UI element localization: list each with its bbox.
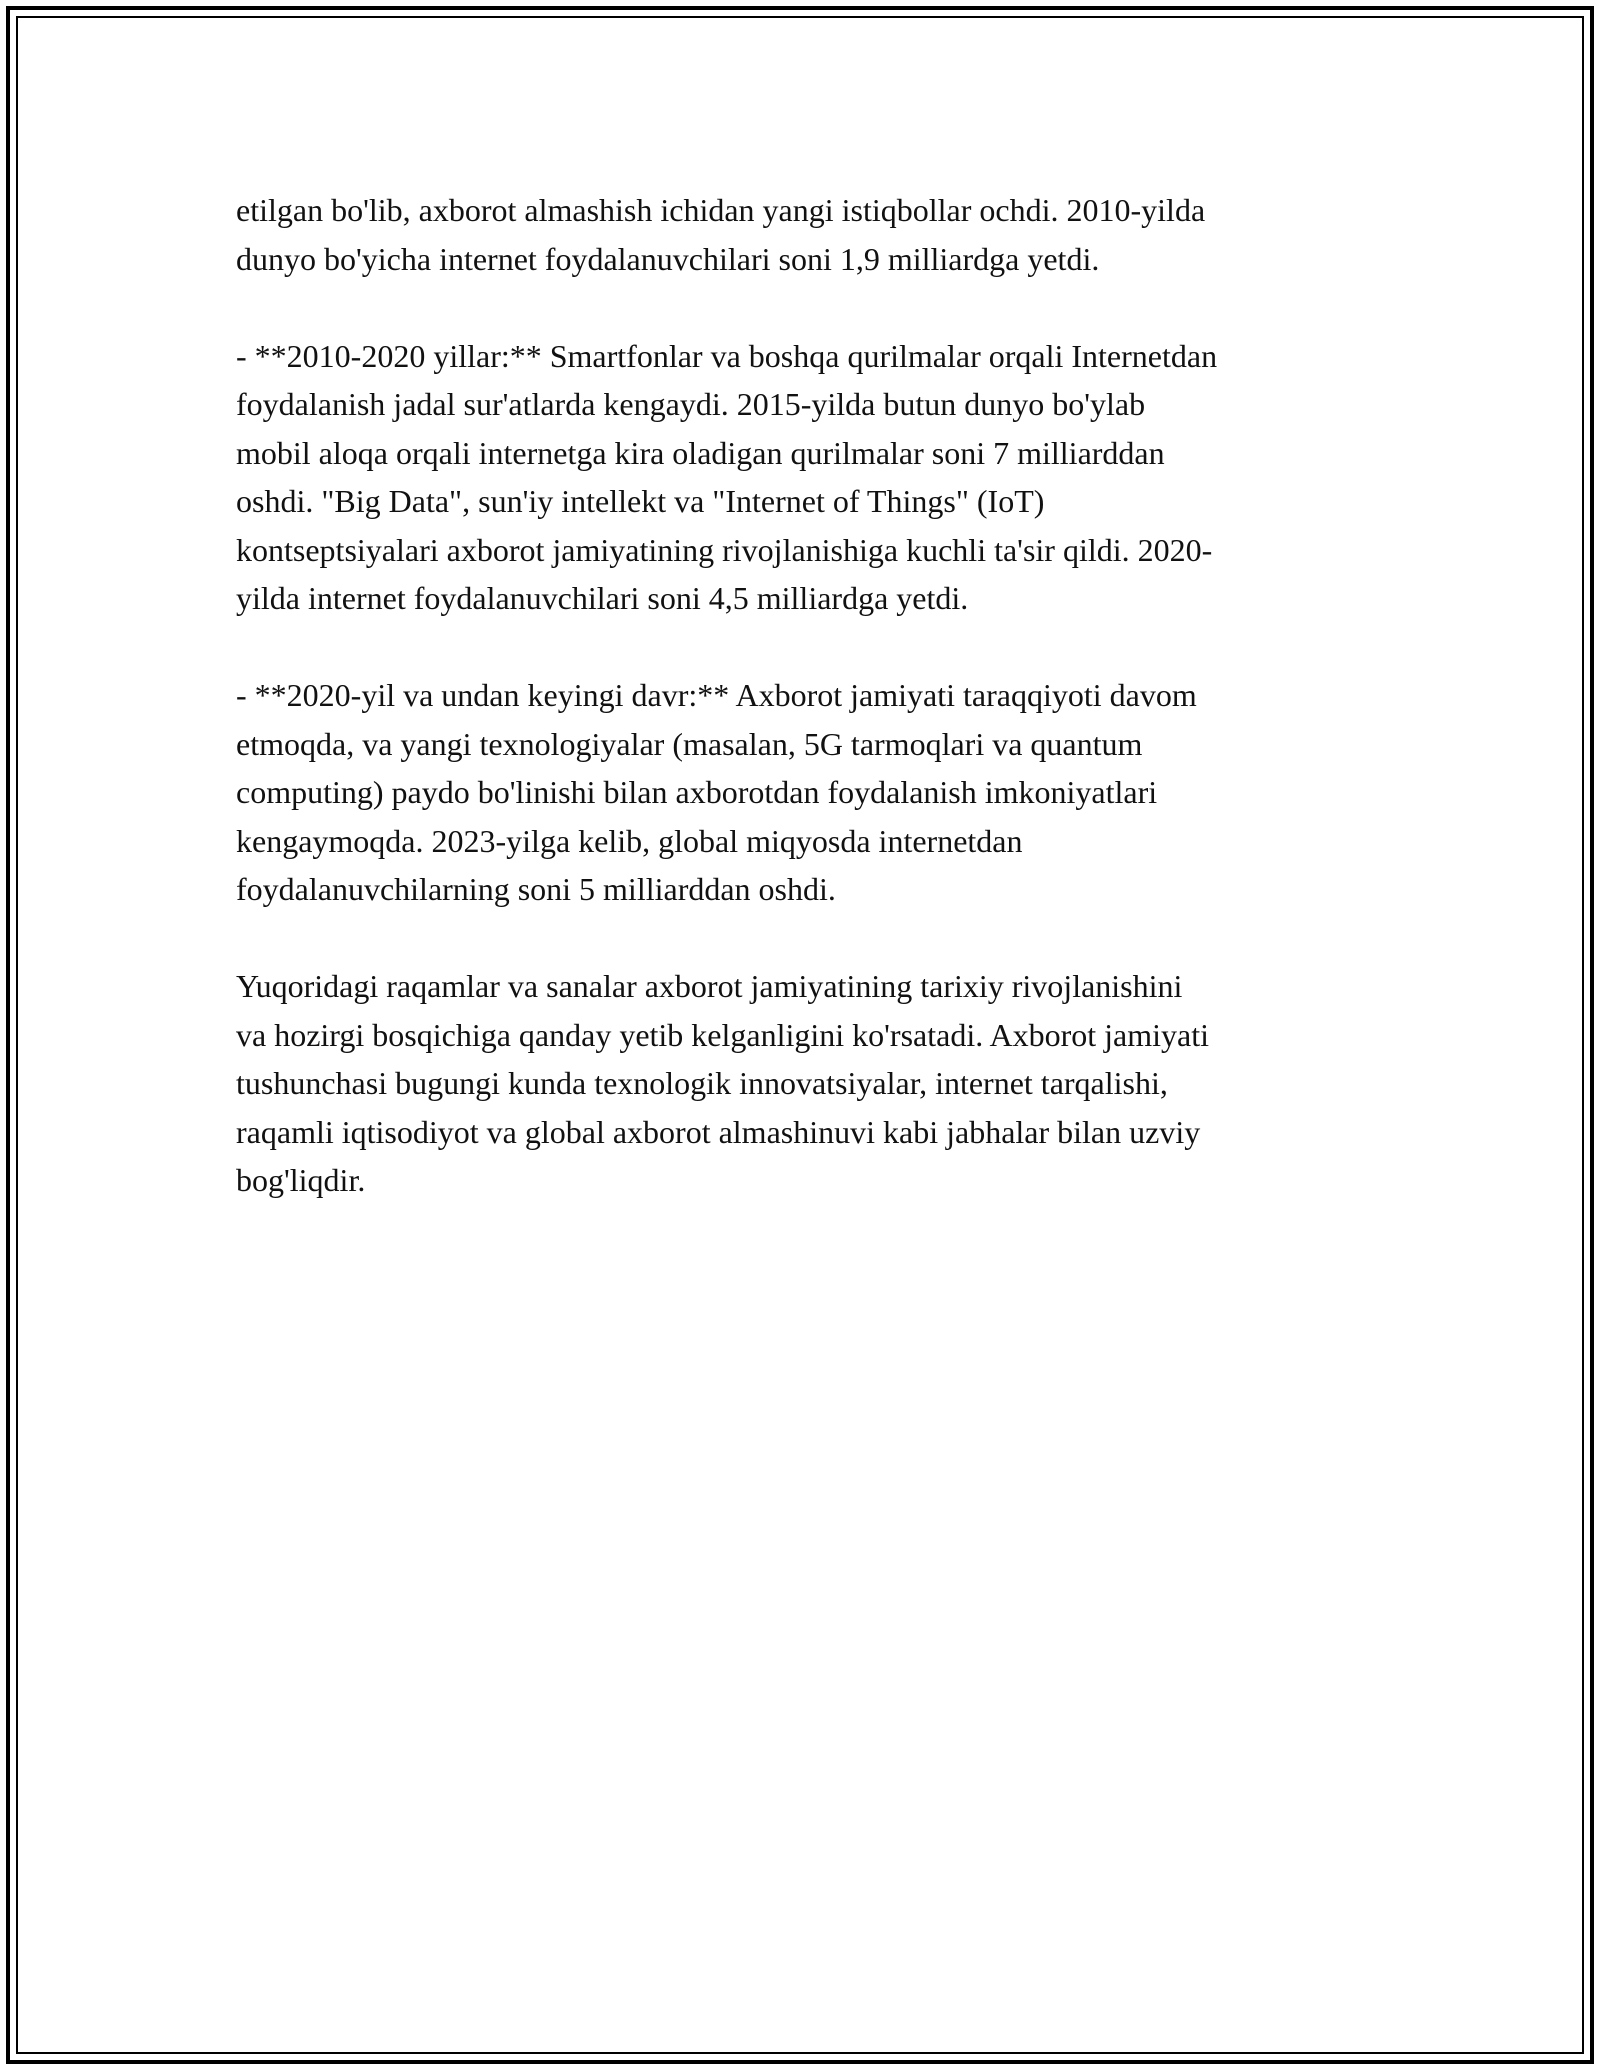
paragraph-2010-2020: - **2010-2020 yillar:** Smartfonlar va boshqa qurilmalar orqali Internetdan foydalanish jadal sur'atlarda kengaydi. 2015-yilda butun dunyo bo'ylab mobil aloqa orqali internetga kira oladigan qurilmalar soni 7 milliarddan oshdi. "Big Data", sun'iy intellekt va "Internet of Things" (IoT) kontseptsiyalari axborot jamiyatining rivojlanishiga kuchli ta'sir qildi. 2020- yilda internet foydalanuvchilari soni 4,5 milliardga yetdi.	[236, 337, 1218, 616]
paragraph-2020-onward: - **2020-yil va undan keyingi davr:** Axborot jamiyati taraqqiyoti davom etmoqda, va yangi texnologiyalar (masalan, 5G tarmoqlari va quantum computing) paydo bo'linishi bilan axborotdan foydalanish imkoniyatlari kengaymoqda. 2023-yilga kelib, global miqyosda internetdan foydalanuvchilarning soni 5 milliarddan oshdi.	[236, 677, 1197, 907]
document-body	[236, 186, 1376, 1253]
paragraph-continuation: etilgan bo'lib, axborot almashish ichidan yangi istiqbollar ochdi. 2010-yilda dunyo bo'yicha internet foydalanuvchilari soni 1,9 milliardga yetdi.	[236, 192, 1206, 277]
paragraph-conclusion: Yuqoridagi raqamlar va sanalar axborot jamiyatining tarixiy rivojlanishini va hozirgi bosqichiga qanday yetib kelganligini ko'rsatadi. Axborot jamiyati tushunchasi bugungi kunda texnologik innovatsiyalar, internet tarqalishi, raqamli iqtisodiyot va global axborot almashinuvi kabi jabhalar bilan uzviy bog'liqdir.	[236, 968, 1209, 1198]
